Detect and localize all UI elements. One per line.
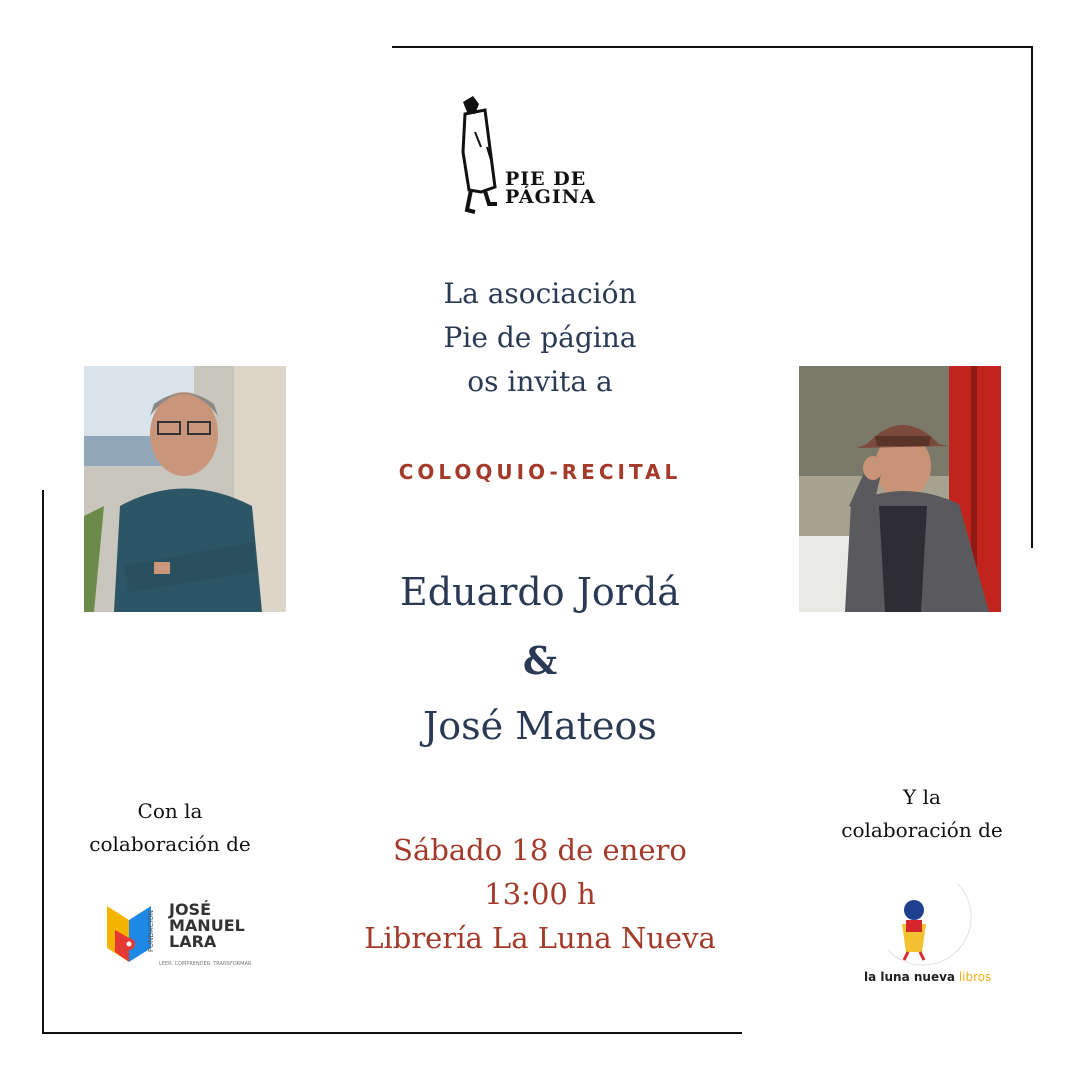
luna-name: la luna nueva <box>864 970 956 984</box>
fjml-vertical-text: FUNDACIÓN <box>147 909 155 952</box>
collab-right-line-2: colaboración de <box>841 818 1003 842</box>
collab-left-line-2: colaboración de <box>89 832 251 856</box>
logo-line-2: PÁGINA <box>505 186 596 208</box>
event-place: Librería La Luna Nueva <box>364 921 716 955</box>
moon-reader-icon <box>858 880 998 972</box>
frame-top-line <box>392 46 1033 48</box>
la-luna-nueva-logo <box>858 880 998 990</box>
photo-eduardo-jorda <box>84 366 286 612</box>
logo-text <box>505 170 596 206</box>
photo-jose-mateos <box>799 366 1001 612</box>
fjml-name-1: JOSÉ <box>169 900 212 919</box>
event-date: Sábado 18 de enero <box>393 833 687 867</box>
speaker-second: José Mateos <box>423 704 657 748</box>
logo-line-1: PIE DE <box>505 168 587 190</box>
fjml-name-2: MANUEL <box>169 916 245 935</box>
collab-right-line-1: Y la <box>903 785 941 809</box>
intro-line-2: Pie de página <box>443 321 637 354</box>
intro-line-1: La asociación <box>443 277 637 310</box>
luna-libros: libros <box>958 970 992 984</box>
fjml-name-3: LARA <box>169 932 217 951</box>
intro-line-3: os invita a <box>467 365 613 398</box>
event-time: 13:00 h <box>484 877 596 911</box>
frame-bottom-line <box>42 1032 742 1034</box>
speaker-first: Eduardo Jordá <box>400 570 680 614</box>
fjml-tagline: LEER. COMPRENDER. TRANSFORMAR. <box>159 961 253 967</box>
ampersand: & <box>522 638 558 683</box>
event-type: COLOQUIO-RECITAL <box>398 460 682 484</box>
fundacion-jose-manuel-lara-logo <box>105 900 265 975</box>
collab-left-line-1: Con la <box>137 799 203 823</box>
